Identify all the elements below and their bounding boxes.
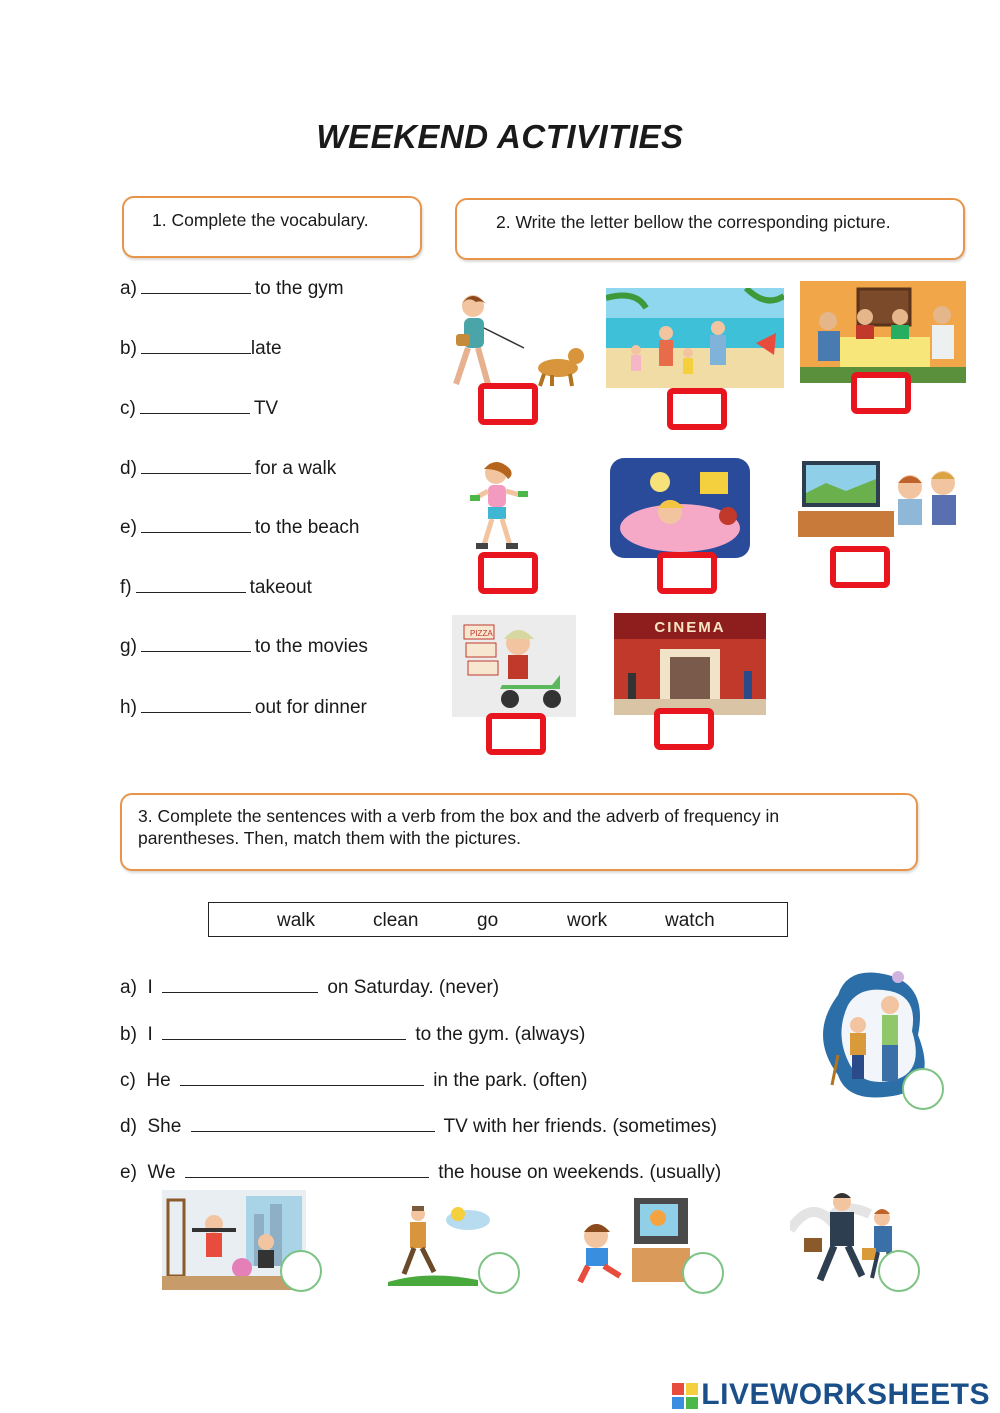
picture-beach bbox=[606, 288, 784, 388]
sentence-subject: He bbox=[146, 1070, 171, 1091]
verb-walk: walk bbox=[277, 910, 316, 931]
vocab-item bbox=[120, 574, 312, 599]
verb-work: work bbox=[567, 910, 608, 931]
item-letter: a) bbox=[120, 278, 137, 299]
vocab-item bbox=[120, 395, 278, 420]
answer-circle-walk-park[interactable] bbox=[478, 1252, 520, 1294]
sentence-item bbox=[120, 974, 499, 999]
verb-box bbox=[208, 902, 788, 937]
verb-watch: watch bbox=[665, 910, 715, 931]
answer-blank[interactable] bbox=[136, 574, 246, 593]
answer-circle-gym[interactable] bbox=[280, 1250, 322, 1292]
picture-takeout bbox=[452, 615, 576, 717]
answer-box-gym-girl[interactable] bbox=[478, 552, 538, 594]
sentence-rest: TV with her friends. (sometimes) bbox=[443, 1116, 717, 1137]
logo-cubes-icon bbox=[672, 1383, 698, 1409]
item-letter: d) bbox=[120, 458, 137, 479]
answer-blank[interactable] bbox=[141, 455, 251, 474]
answer-blank[interactable] bbox=[141, 514, 251, 533]
pizza-sign: PIZZA bbox=[470, 629, 493, 638]
answer-box-sleep[interactable] bbox=[657, 552, 717, 594]
sentence-rest: to the gym. (always) bbox=[415, 1024, 586, 1045]
sentence-item bbox=[120, 1159, 721, 1184]
sentence-rest: on Saturday. (never) bbox=[327, 977, 500, 998]
answer-blank[interactable] bbox=[141, 633, 251, 652]
answer-box-beach[interactable] bbox=[667, 388, 727, 430]
answer-blank[interactable] bbox=[141, 694, 251, 713]
answer-box-watch-tv[interactable] bbox=[830, 546, 890, 588]
brand-name: LIVEWORKSHEETS bbox=[701, 1378, 990, 1411]
sentence-letter: c) bbox=[120, 1070, 136, 1091]
sentence-letter: a) bbox=[120, 977, 137, 998]
item-text: for a walk bbox=[254, 458, 337, 479]
section1-instruction-box bbox=[122, 196, 422, 258]
answer-blank[interactable] bbox=[191, 1113, 435, 1132]
section1-instruction: 1. Complete the vocabulary. bbox=[152, 210, 369, 230]
answer-blank[interactable] bbox=[162, 1021, 406, 1040]
answer-box-dinner[interactable] bbox=[851, 372, 911, 414]
answer-box-takeout[interactable] bbox=[486, 713, 546, 755]
item-text: to the beach bbox=[254, 517, 360, 538]
item-letter: f) bbox=[120, 577, 132, 598]
item-text: to the gym bbox=[254, 278, 344, 299]
answer-blank[interactable] bbox=[141, 275, 251, 294]
picture-sleep-late bbox=[610, 458, 750, 558]
vocab-item bbox=[120, 633, 368, 658]
verb-clean: clean bbox=[373, 910, 419, 931]
item-letter: e) bbox=[120, 517, 137, 538]
vocab-item bbox=[120, 455, 336, 480]
sentence-item bbox=[120, 1113, 717, 1138]
answer-blank[interactable] bbox=[185, 1159, 429, 1178]
picture-cinema bbox=[614, 613, 766, 715]
item-text: late bbox=[250, 338, 282, 359]
section3-instruction: 3. Complete the sentences with a verb from the box and the adverb of frequency in parentheses. Then, match them with the pictures. bbox=[138, 806, 780, 848]
section2-instruction-box bbox=[455, 198, 965, 260]
item-letter: b) bbox=[120, 338, 137, 359]
picture-dinner bbox=[800, 281, 966, 383]
sentence-subject: We bbox=[147, 1162, 176, 1183]
answer-circle-boy-tv[interactable] bbox=[682, 1252, 724, 1294]
sentence-subject: I bbox=[147, 1024, 153, 1045]
sentence-rest: in the park. (often) bbox=[433, 1070, 588, 1091]
item-letter: g) bbox=[120, 636, 137, 657]
sentence-subject: I bbox=[147, 977, 153, 998]
sentence-item bbox=[120, 1067, 587, 1092]
item-text: takeout bbox=[249, 577, 312, 598]
page-title: WEEKEND ACTIVITIES bbox=[316, 118, 684, 155]
vocab-item bbox=[120, 694, 367, 719]
picture-walk-dog bbox=[438, 288, 588, 390]
answer-blank[interactable] bbox=[141, 335, 251, 354]
answer-circle-cleaning[interactable] bbox=[902, 1068, 944, 1110]
item-text: out for dinner bbox=[254, 697, 367, 718]
answer-blank[interactable] bbox=[140, 395, 250, 414]
sentence-rest: the house on weekends. (usually) bbox=[438, 1162, 722, 1183]
sentence-letter: e) bbox=[120, 1162, 137, 1183]
item-text: TV bbox=[253, 398, 279, 419]
answer-blank[interactable] bbox=[162, 974, 318, 993]
picture-boy-tv bbox=[574, 1196, 692, 1286]
sentence-subject: She bbox=[147, 1116, 182, 1137]
sentence-item bbox=[120, 1021, 585, 1046]
vocab-item bbox=[120, 335, 282, 360]
picture-gym-girl bbox=[464, 457, 534, 555]
verb-go: go bbox=[477, 910, 499, 931]
item-letter: c) bbox=[120, 398, 136, 419]
picture-watch-tv bbox=[798, 459, 962, 543]
item-text: to the movies bbox=[254, 636, 368, 657]
vocab-item bbox=[120, 275, 344, 300]
brand-logo bbox=[672, 1378, 990, 1412]
answer-blank[interactable] bbox=[180, 1067, 424, 1086]
cinema-sign: CINEMA bbox=[654, 619, 726, 636]
answer-box-walk-dog[interactable] bbox=[478, 383, 538, 425]
item-letter: h) bbox=[120, 697, 137, 718]
vocab-item bbox=[120, 514, 360, 539]
section2-instruction: 2. Write the letter bellow the corresponding picture. bbox=[496, 212, 891, 232]
answer-circle-work[interactable] bbox=[878, 1250, 920, 1292]
sentence-letter: d) bbox=[120, 1116, 137, 1137]
sentence-letter: b) bbox=[120, 1024, 137, 1045]
answer-box-cinema[interactable] bbox=[654, 708, 714, 750]
section3-instruction-box bbox=[120, 793, 918, 871]
